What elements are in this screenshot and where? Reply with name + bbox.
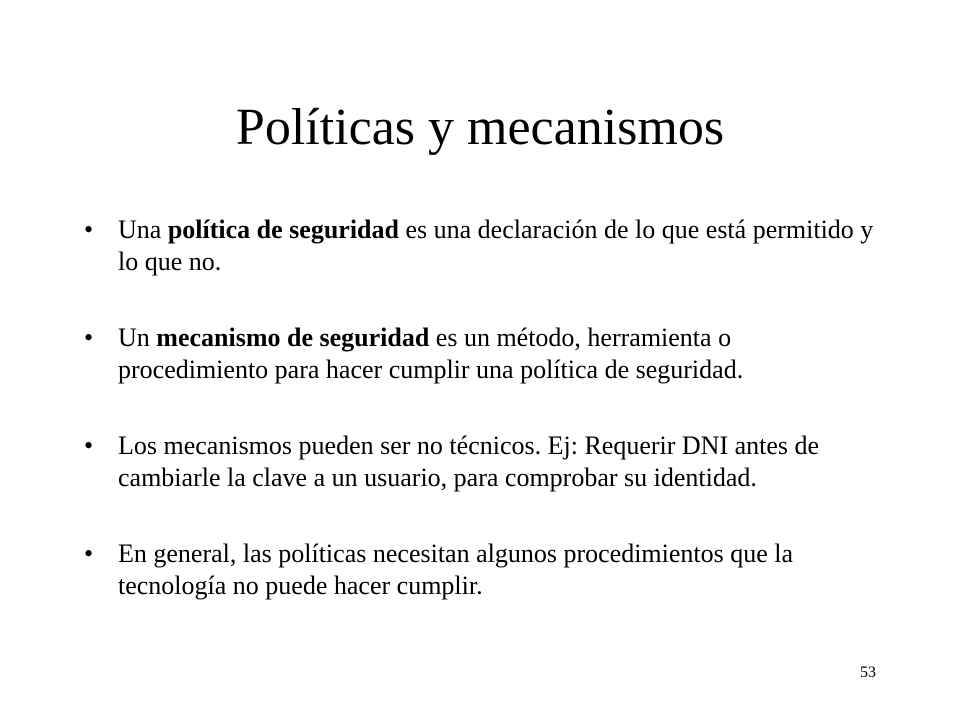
bullet-text-pre: Los mecanismos pueden ser no técnicos. Ej: Requerir DNI antes de cambiarle la clave a un usuario, para comprobar su identidad. — [118, 431, 820, 492]
page-number: 53 — [860, 664, 876, 681]
bullet-item-mechanism — [84, 322, 884, 386]
bullet-item-general — [84, 538, 884, 602]
bullet-text — [118, 539, 793, 600]
bullet-text-bold: mecanismo de seguridad — [156, 323, 430, 352]
bullet-text — [118, 215, 873, 276]
bullet-icon: • — [84, 215, 94, 244]
bullet-list — [84, 214, 884, 602]
bullet-text-pre: Un — [118, 323, 157, 352]
bullet-text-post: es una declaración de lo que está permitido y lo que no. — [118, 215, 874, 276]
bullet-item-non-technical — [84, 430, 884, 494]
bullet-text — [118, 431, 819, 492]
bullet-icon: • — [84, 323, 94, 352]
bullet-text-bold: política de seguridad — [167, 215, 399, 244]
bullet-text-post: es un método, herramienta o procedimiento para hacer cumplir una política de seguridad. — [118, 323, 744, 384]
bullet-icon: • — [84, 539, 94, 568]
bullet-item-policy — [84, 214, 884, 278]
slide-title: Políticas y mecanismos — [235, 99, 725, 156]
bullet-text-pre: En general, las políticas necesitan algunos procedimientos que la tecnología no puede hacer cumplir. — [118, 539, 794, 600]
bullet-icon: • — [84, 431, 94, 460]
bullet-text — [118, 323, 743, 384]
bullet-text-pre: Una — [118, 215, 168, 244]
